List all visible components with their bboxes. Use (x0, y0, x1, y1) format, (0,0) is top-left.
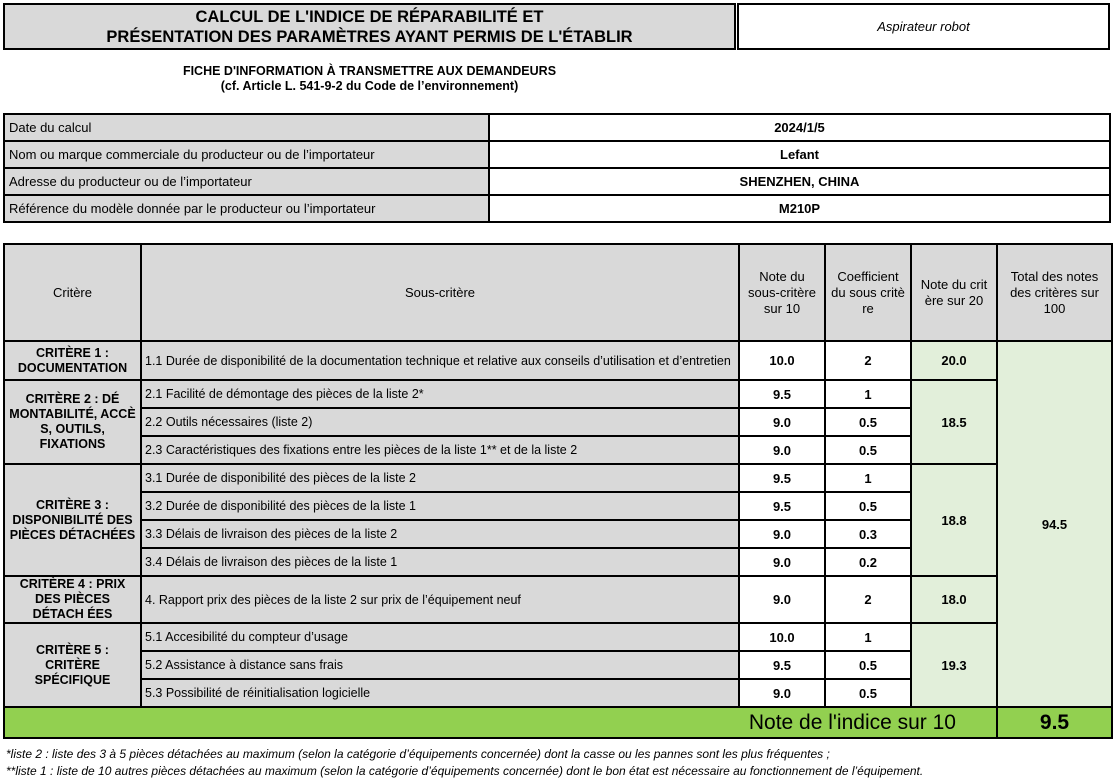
table-row (4, 623, 1112, 651)
title-line-1: CALCUL DE L'INDICE DE RÉPARABILITÉ ET (195, 7, 544, 26)
sub-criterion-label: 3.2 Durée de disponibilité des pièces de la liste 1 (141, 492, 739, 520)
fiche-line-2: (cf. Article L. 541-9-2 du Code de l’environnement) (220, 79, 519, 93)
sub-criterion-coef: 0.5 (825, 651, 911, 679)
sub-criterion-note: 9.0 (739, 548, 825, 576)
info-value: 2024/1/5 (489, 114, 1110, 141)
sub-criterion-note: 9.0 (739, 408, 825, 436)
col-total: Total des notes des critères sur 100 (997, 244, 1112, 341)
sub-criterion-label: 1.1 Durée de disponibilité de la documentation technique et relative aux conseils d’utilisation et d’entretien (141, 341, 739, 380)
sub-criterion-label: 2.1 Facilité de démontage des pièces de la liste 2* (141, 380, 739, 408)
col-note-critere: Note du crit ère sur 20 (911, 244, 997, 341)
info-label: Référence du modèle donnée par le producteur ou l’importateur (4, 195, 489, 222)
criterion-name: CRITÈRE 1 : DOCUMENTATION (4, 341, 141, 380)
sub-criterion-coef: 0.2 (825, 548, 911, 576)
criterion-name: CRITÈRE 4 : PRIX DES PIÈCES DÉTACH ÉES (4, 576, 141, 623)
sub-criterion-note: 10.0 (739, 623, 825, 651)
sub-criterion-note: 10.0 (739, 341, 825, 380)
sub-criterion-label: 5.1 Accesibilité du compteur d’usage (141, 623, 739, 651)
info-table (3, 113, 1111, 223)
title-line-2: PRÉSENTATION DES PARAMÈTRES AYANT PERMIS DE L'ÉTABLIR (106, 27, 633, 46)
sub-criterion-coef: 0.3 (825, 520, 911, 548)
info-row-model (4, 195, 1110, 222)
col-note-sous-critere: Note du sous-critère sur 10 (739, 244, 825, 341)
sub-criterion-coef: 1 (825, 380, 911, 408)
criterion-note: 18.5 (911, 380, 997, 464)
info-label: Adresse du producteur ou de l’importateur (4, 168, 489, 195)
criterion-note: 19.3 (911, 623, 997, 707)
final-row (4, 707, 1112, 738)
col-coefficient: Coefficient du sous critè re (825, 244, 911, 341)
sub-criterion-coef: 2 (825, 576, 911, 623)
fiche-heading (3, 64, 736, 94)
sub-criterion-label: 3.4 Délais de livraison des pièces de la liste 1 (141, 548, 739, 576)
criterion-name: CRITÈRE 2 : DÉ MONTABILITÉ, ACCÈ S, OUTILS, FIXATIONS (4, 380, 141, 464)
table-row (4, 576, 1112, 623)
sub-criterion-label: 4. Rapport prix des pièces de la liste 2 sur prix de l’équipement neuf (141, 576, 739, 623)
final-score: 9.5 (997, 707, 1112, 738)
sub-criterion-coef: 0.5 (825, 679, 911, 707)
info-value: SHENZHEN, CHINA (489, 168, 1110, 195)
info-row-address (4, 168, 1110, 195)
sub-criterion-label: 5.3 Possibilité de réinitialisation logicielle (141, 679, 739, 707)
sub-criterion-label: 2.2 Outils nécessaires (liste 2) (141, 408, 739, 436)
sub-criterion-note: 9.5 (739, 464, 825, 492)
sub-criterion-label: 3.3 Délais de livraison des pièces de la liste 2 (141, 520, 739, 548)
info-value: Lefant (489, 141, 1110, 168)
criterion-name: CRITÈRE 5 : CRITÈRE SPÉCIFIQUE (4, 623, 141, 707)
final-label: Note de l'indice sur 10 (4, 707, 997, 738)
table-row (4, 464, 1112, 492)
sub-criterion-note: 9.5 (739, 492, 825, 520)
header-row (4, 244, 1112, 341)
sub-criterion-coef: 0.5 (825, 408, 911, 436)
sub-criterion-coef: 1 (825, 623, 911, 651)
criterion-note: 18.8 (911, 464, 997, 576)
sub-criterion-note: 9.0 (739, 520, 825, 548)
footnotes (6, 746, 923, 780)
sub-criterion-coef: 0.5 (825, 436, 911, 464)
criterion-note: 18.0 (911, 576, 997, 623)
info-value: M210P (489, 195, 1110, 222)
product-type: Aspirateur robot (737, 3, 1110, 50)
score-table (3, 243, 1113, 739)
sub-criterion-coef: 1 (825, 464, 911, 492)
sub-criterion-label: 2.3 Caractéristiques des fixations entre les pièces de la liste 1** et de la liste 2 (141, 436, 739, 464)
sub-criterion-label: 5.2 Assistance à distance sans frais (141, 651, 739, 679)
total-score: 94.5 (997, 341, 1112, 707)
info-label: Nom ou marque commerciale du producteur ou de l’importateur (4, 141, 489, 168)
sub-criterion-coef: 0.5 (825, 492, 911, 520)
document-title (3, 3, 736, 50)
criterion-name: CRITÈRE 3 : DISPONIBILITÉ DES PIÈCES DÉTACHÉES (4, 464, 141, 576)
col-sous-critere: Sous-critère (141, 244, 739, 341)
sub-criterion-note: 9.0 (739, 576, 825, 623)
info-row-brand (4, 141, 1110, 168)
sub-criterion-note: 9.0 (739, 436, 825, 464)
sub-criterion-note: 9.5 (739, 651, 825, 679)
table-row (4, 341, 1112, 380)
info-label: Date du calcul (4, 114, 489, 141)
footnote-liste-2: *liste 2 : liste des 3 à 5 pièces détachées au maximum (selon la catégorie d’équipements concernée) dont la casse ou les pannes sont les plus fréquentes ; (6, 747, 830, 761)
criterion-note: 20.0 (911, 341, 997, 380)
sub-criterion-coef: 2 (825, 341, 911, 380)
sub-criterion-note: 9.0 (739, 679, 825, 707)
col-critere: Critère (4, 244, 141, 341)
table-row (4, 380, 1112, 408)
sub-criterion-label: 3.1 Durée de disponibilité des pièces de la liste 2 (141, 464, 739, 492)
sub-criterion-note: 9.5 (739, 380, 825, 408)
fiche-line-1: FICHE D'INFORMATION À TRANSMETTRE AUX DEMANDEURS (182, 64, 557, 78)
info-row-date (4, 114, 1110, 141)
footnote-liste-1: **liste 1 : liste de 10 autres pièces détachées au maximum (selon la catégorie d’équipements concernée) dont le bon état est nécessaire au fonctionnement de l’équipement. (6, 764, 924, 778)
